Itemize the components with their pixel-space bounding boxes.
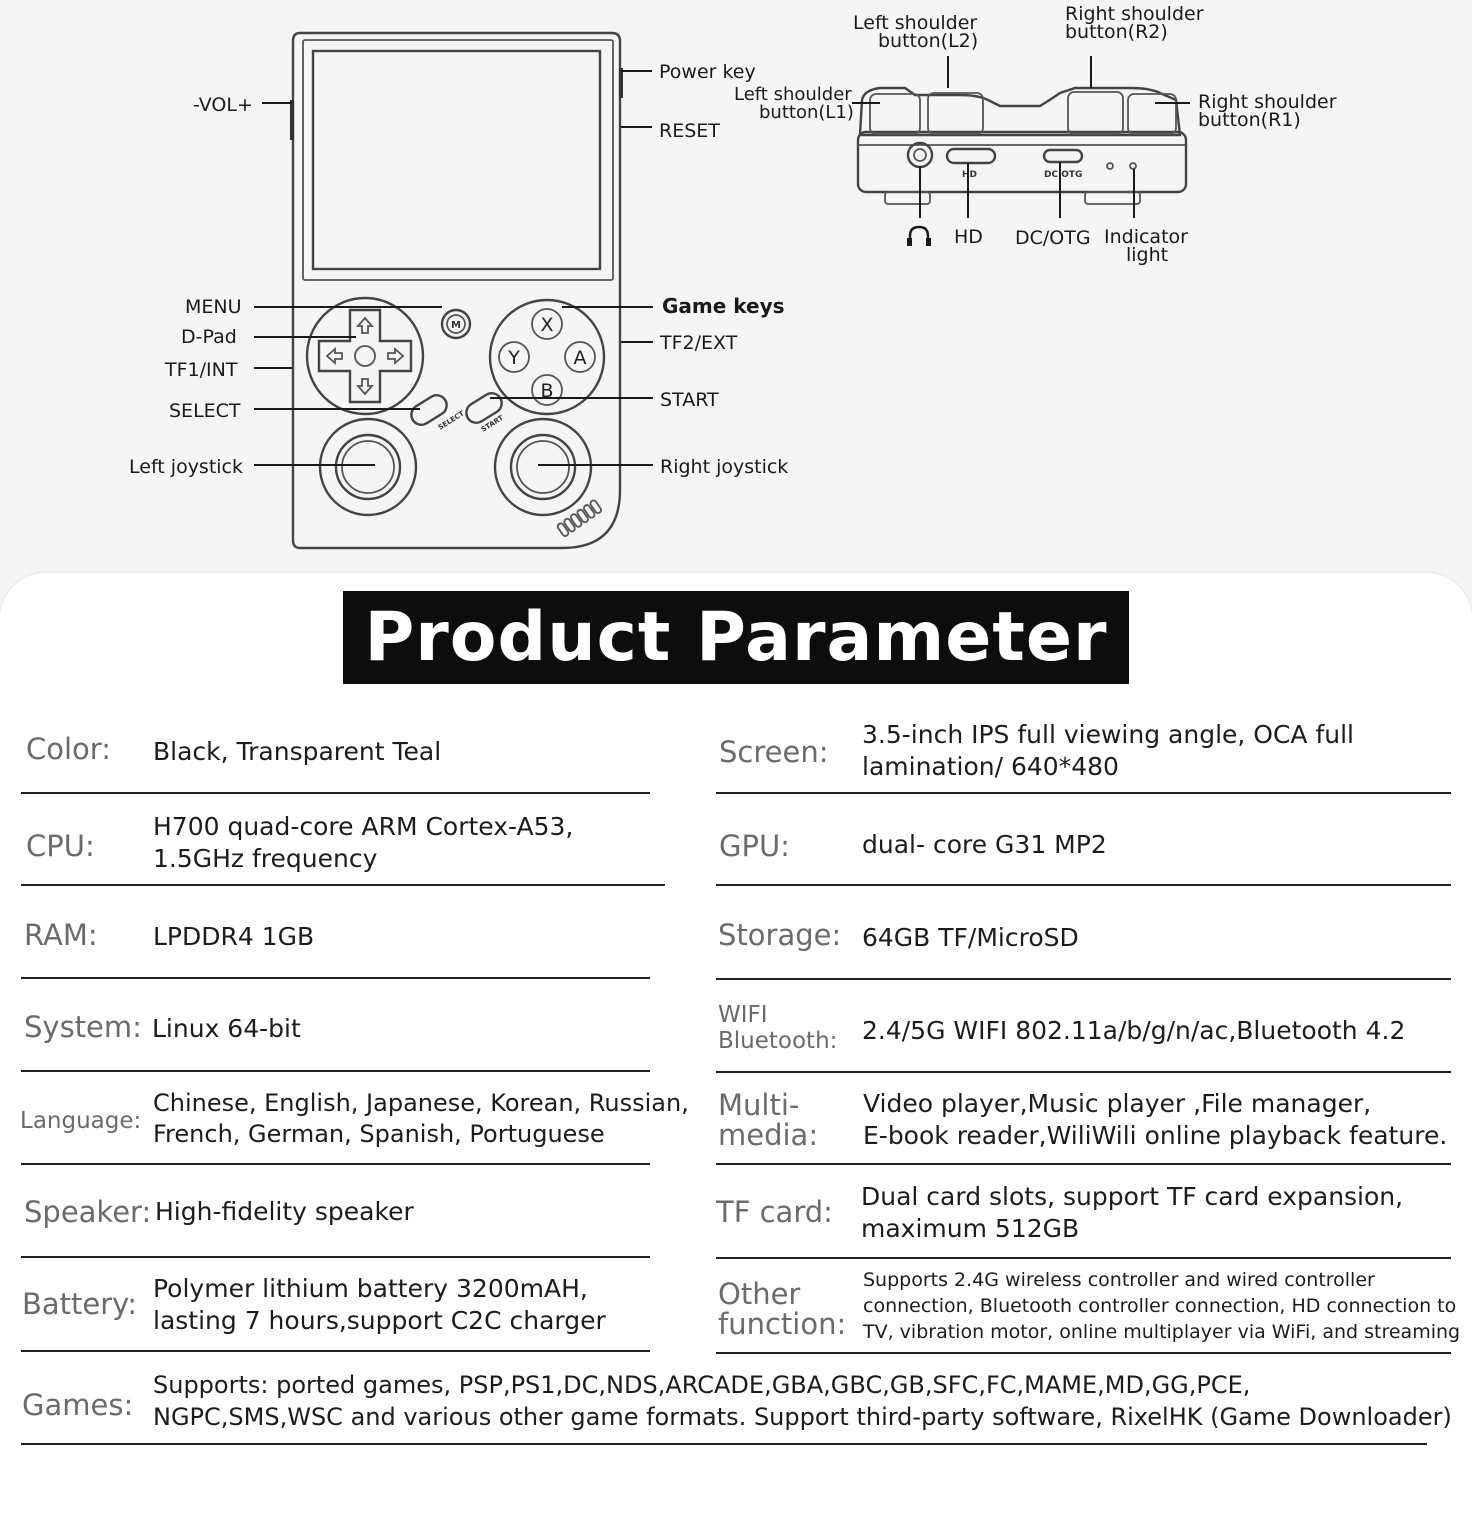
label-start: START bbox=[660, 389, 719, 411]
param-value-battery-line2: lasting 7 hours,support C2C charger bbox=[153, 1306, 606, 1335]
param-key-speaker: Speaker: bbox=[24, 1195, 152, 1229]
param-value-storage: 64GB TF/MicroSD bbox=[862, 923, 1079, 952]
label-indicator-line2: light bbox=[1126, 244, 1169, 266]
page-title: Product Parameter bbox=[343, 591, 1129, 684]
divider bbox=[21, 977, 650, 979]
param-key-multimedia-line1: Multi- bbox=[718, 1088, 800, 1122]
divider bbox=[21, 1350, 650, 1352]
label-select: SELECT bbox=[169, 400, 241, 422]
b-button-mark: B bbox=[540, 380, 554, 402]
x-button-mark: X bbox=[540, 314, 554, 336]
param-key-ram: RAM: bbox=[24, 918, 98, 952]
param-value-games-line1: Supports: ported games, PSP,PS1,DC,NDS,ARCADE,GBA,GBC,GB,SFC,FC,MAME,MD,GG,PCE, bbox=[153, 1371, 1251, 1399]
param-value-speaker: High-fidelity speaker bbox=[155, 1197, 414, 1226]
dpad bbox=[307, 298, 423, 414]
divider bbox=[21, 884, 665, 886]
label-r2-line2: button(R2) bbox=[1065, 21, 1168, 43]
headphone-jack bbox=[908, 143, 932, 167]
divider bbox=[716, 1071, 1451, 1073]
label-menu: MENU bbox=[185, 296, 242, 318]
label-game-keys: Game keys bbox=[662, 294, 785, 318]
param-value-color: Black, Transparent Teal bbox=[153, 737, 442, 766]
right-joystick bbox=[495, 419, 591, 515]
param-value-ram: LPDDR4 1GB bbox=[153, 922, 315, 951]
dc-otg-port bbox=[1044, 150, 1082, 162]
screen bbox=[313, 51, 600, 269]
top-hd-mark: HD bbox=[962, 170, 978, 180]
param-value-system: Linux 64-bit bbox=[152, 1014, 301, 1043]
a-button-mark: A bbox=[573, 347, 587, 369]
param-key-system: System: bbox=[24, 1010, 142, 1044]
param-value-screen-line2: lamination/ 640*480 bbox=[862, 752, 1119, 781]
param-value-other-line1: Supports 2.4G wireless controller and wired controller bbox=[863, 1269, 1375, 1291]
param-key-cpu: CPU: bbox=[26, 829, 95, 863]
divider bbox=[716, 792, 1451, 794]
indicator-light bbox=[1130, 163, 1136, 169]
divider bbox=[716, 884, 1451, 886]
speaker-grille bbox=[557, 499, 603, 537]
param-value-screen-line1: 3.5-inch IPS full viewing angle, OCA full bbox=[862, 720, 1355, 749]
label-l2-line2: button(L2) bbox=[878, 30, 979, 52]
param-value-other-line3: TV, vibration motor, online multiplayer via WiFi, and streaming bbox=[863, 1321, 1461, 1343]
headphone-icon bbox=[907, 227, 931, 246]
label-r1-line1: Right shoulder bbox=[1198, 91, 1337, 113]
divider bbox=[716, 978, 1451, 980]
param-key-language: Language: bbox=[20, 1108, 142, 1134]
param-value-battery-line1: Polymer lithium battery 3200mAH, bbox=[153, 1274, 588, 1303]
param-key-wifi-line2: Bluetooth: bbox=[718, 1028, 838, 1054]
top-dc-mark: DC OTG bbox=[1044, 170, 1083, 180]
param-value-multimedia-line2: E-book reader,WiliWili online playback feature. bbox=[863, 1121, 1448, 1150]
divider bbox=[21, 1163, 650, 1165]
param-value-cpu-line2: 1.5GHz frequency bbox=[153, 844, 378, 873]
select-button bbox=[408, 391, 466, 431]
menu-button-mark: M bbox=[451, 320, 461, 331]
label-hd: HD bbox=[954, 226, 983, 248]
power-key bbox=[619, 68, 623, 98]
param-value-games-line2: NGPC,SMS,WSC and various other game formats. Support third-party software, RixelHK (Game Downloader) bbox=[153, 1403, 1452, 1431]
device-diagram bbox=[0, 0, 1472, 580]
param-value-language-line1: Chinese, English, Japanese, Korean, Russian, bbox=[153, 1089, 689, 1117]
label-l1-line1: Left shoulder bbox=[734, 84, 852, 105]
label-reset: RESET bbox=[659, 120, 720, 142]
label-l1-line2: button(L1) bbox=[759, 102, 854, 123]
param-key-storage: Storage: bbox=[718, 918, 842, 952]
param-key-screen: Screen: bbox=[719, 735, 829, 769]
param-key-tf-card: TF card: bbox=[716, 1195, 833, 1229]
divider bbox=[716, 1352, 1451, 1354]
device-front-view bbox=[290, 33, 623, 548]
label-indicator-line1: Indicator bbox=[1104, 226, 1188, 248]
label-tf1: TF1/INT bbox=[165, 359, 238, 381]
label-power-key: Power key bbox=[659, 61, 756, 83]
screen-bezel bbox=[303, 40, 613, 280]
divider bbox=[21, 1443, 1427, 1445]
y-button-mark: Y bbox=[508, 347, 520, 369]
abxy-buttons bbox=[490, 300, 604, 414]
param-value-gpu: dual- core G31 MP2 bbox=[862, 830, 1107, 859]
param-value-other-line2: connection, Bluetooth controller connection, HD connection to bbox=[863, 1295, 1457, 1317]
divider bbox=[21, 1070, 650, 1072]
param-key-other-line1: Other bbox=[718, 1277, 801, 1311]
divider bbox=[716, 1257, 1451, 1259]
param-value-wifi: 2.4/5G WIFI 802.11a/b/g/n/ac,Bluetooth 4.2 bbox=[862, 1016, 1406, 1045]
start-button bbox=[463, 389, 506, 433]
label-r2-line1: Right shoulder bbox=[1065, 3, 1204, 25]
label-tf2: TF2/EXT bbox=[660, 332, 738, 354]
hd-port bbox=[947, 149, 995, 163]
param-key-multimedia-line2: media: bbox=[718, 1118, 819, 1152]
menu-button bbox=[442, 310, 470, 338]
param-value-cpu-line1: H700 quad-core ARM Cortex-A53, bbox=[153, 812, 574, 841]
param-key-gpu: GPU: bbox=[719, 829, 790, 863]
divider bbox=[21, 1256, 650, 1258]
label-right-joystick: Right joystick bbox=[660, 456, 789, 478]
param-value-multimedia-line1: Video player,Music player ,File manager, bbox=[863, 1089, 1372, 1118]
param-key-battery: Battery: bbox=[22, 1287, 137, 1321]
left-joystick bbox=[320, 419, 416, 515]
label-dpad: D-Pad bbox=[181, 326, 237, 348]
param-key-other-line2: function: bbox=[718, 1307, 847, 1341]
param-value-language-line2: French, German, Spanish, Portuguese bbox=[153, 1120, 605, 1148]
param-key-color: Color: bbox=[26, 732, 111, 766]
label-vol: -VOL+ bbox=[193, 94, 253, 116]
select-button-mark: SELECT bbox=[436, 409, 466, 432]
label-l2-line1: Left shoulder bbox=[853, 12, 978, 34]
param-key-games: Games: bbox=[22, 1388, 134, 1422]
label-dc-otg: DC/OTG bbox=[1015, 227, 1091, 249]
start-button-mark: START bbox=[479, 413, 505, 434]
volume-key bbox=[290, 100, 294, 140]
param-key-wifi-line1: WIFI bbox=[718, 1002, 768, 1028]
device-top-view bbox=[858, 88, 1186, 204]
param-value-tf-card-line2: maximum 512GB bbox=[861, 1214, 1080, 1243]
param-value-tf-card-line1: Dual card slots, support TF card expansion, bbox=[861, 1182, 1404, 1211]
label-left-joystick: Left joystick bbox=[129, 456, 244, 478]
label-r1-line2: button(R1) bbox=[1198, 109, 1301, 131]
divider bbox=[716, 1163, 1451, 1165]
divider bbox=[21, 792, 650, 794]
